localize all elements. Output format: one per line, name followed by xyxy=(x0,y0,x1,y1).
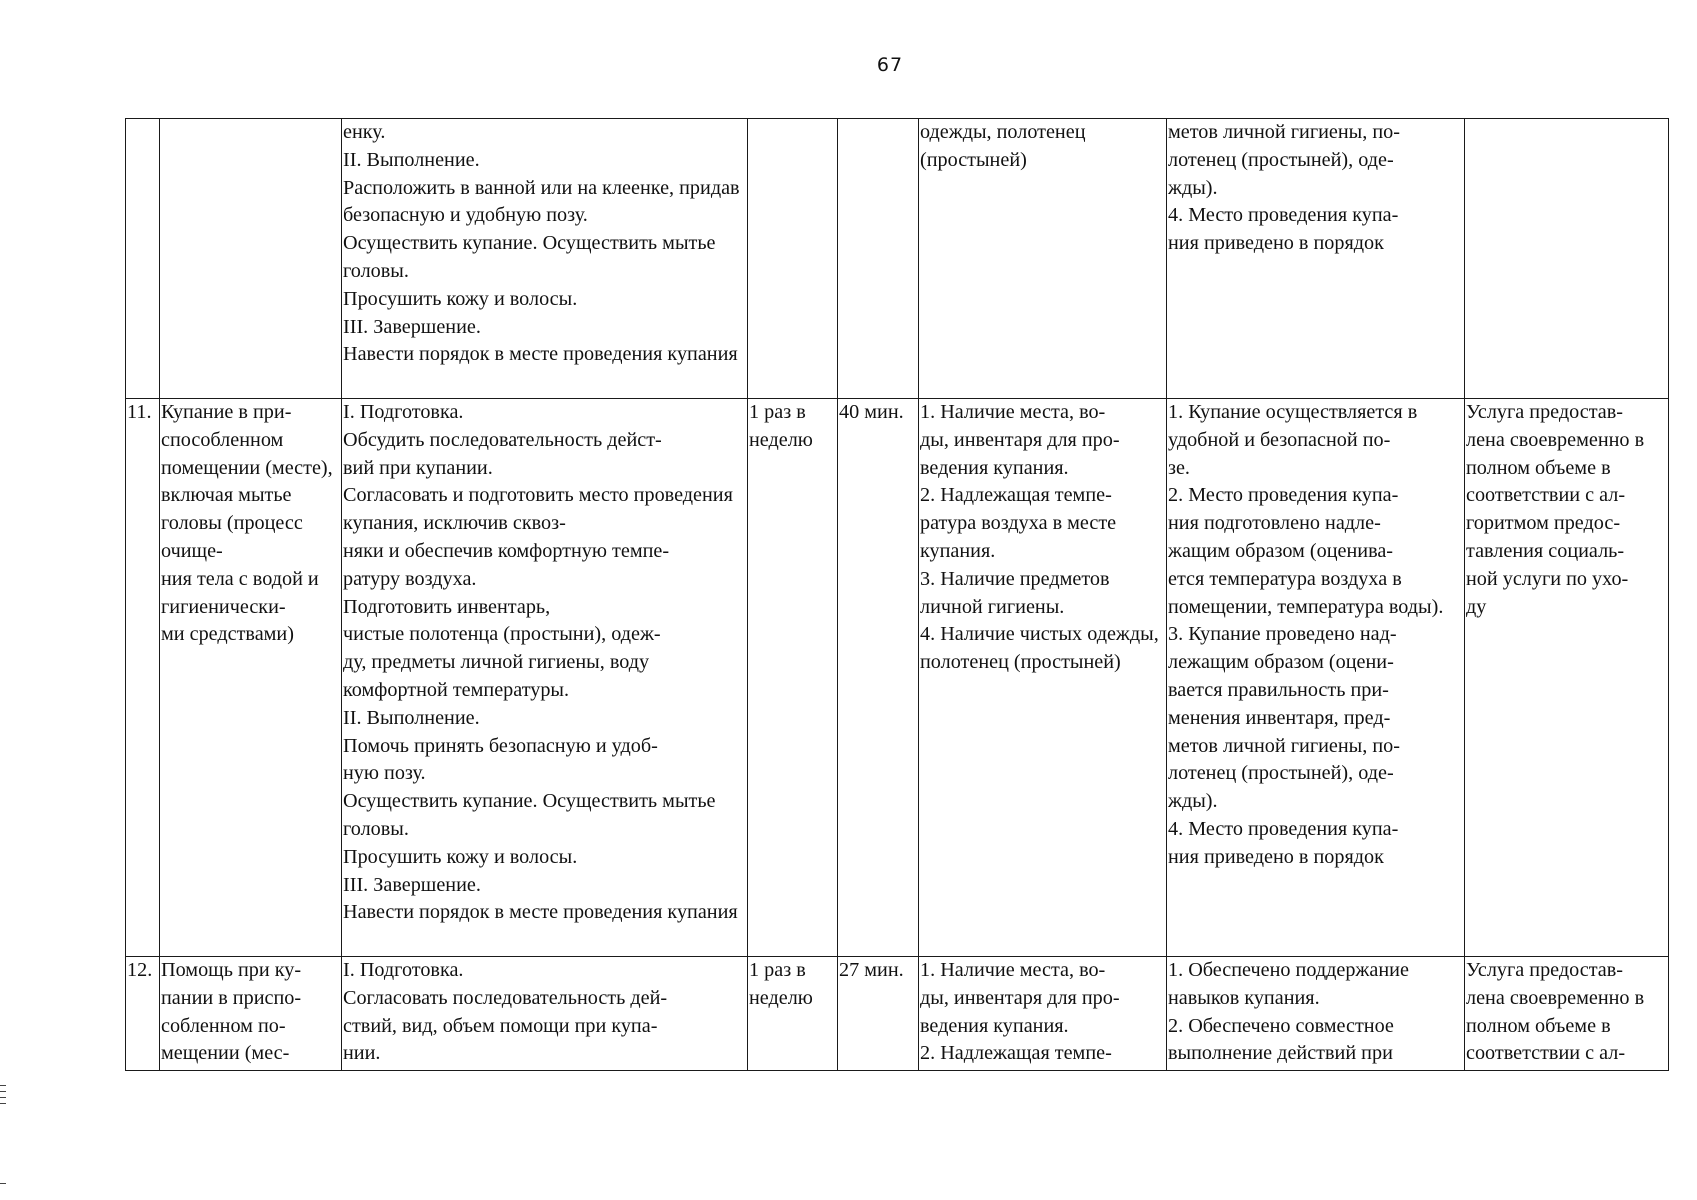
services-table xyxy=(125,118,1669,1071)
frequency-cell: 1 раз в неделю xyxy=(748,957,838,1071)
scan-margin-mark xyxy=(0,1085,6,1086)
frequency-cell xyxy=(748,119,838,399)
scan-margin-mark xyxy=(0,1097,6,1098)
service-content-cell: I. Подготовка. Согласовать последовательность дей- ствий, вид, объем помощи при купа- нии. xyxy=(342,957,748,1071)
table-row xyxy=(126,399,1669,957)
indicators-cell: 1. Купание осуществляется в удобной и безопасной по- зе. 2. Место проведения купа- ния подготовлено надле- жащим образом (оценива- ется температура воздуха в помещении, температура воды). 3. Купание проведено над- лежащим образом (оцени- вается правильность при- менения инвентаря, пред- метов личной гигиены, по- лотенец (простыней), оде- жды). 4. Место проведения купа- ния приведено в порядок xyxy=(1167,399,1465,957)
service-name-cell: Купание в при- способленном помещении (месте), включая мытье головы (процесс очище- ния тела с водой и гигиенически- ми средствами) xyxy=(160,399,342,957)
conditions-cell: одежды, полотенец (простыней) xyxy=(919,119,1167,399)
duration-cell: 40 мин. xyxy=(838,399,919,957)
service-name-cell xyxy=(160,119,342,399)
frequency-cell: 1 раз в неделю xyxy=(748,399,838,957)
row-number-cell: 11. xyxy=(126,399,160,957)
page-number: 67 xyxy=(876,54,904,76)
indicators-cell: метов личной гигиены, по- лотенец (простыней), оде- жды). 4. Место проведения купа- ния приведено в порядок xyxy=(1167,119,1465,399)
scan-margin-mark xyxy=(0,1091,6,1092)
duration-cell xyxy=(838,119,919,399)
scan-margin-mark xyxy=(0,1103,6,1104)
scan-margin-mark xyxy=(0,1183,6,1184)
row-number-cell xyxy=(126,119,160,399)
table-row xyxy=(126,119,1669,399)
indicators-cell: 1. Обеспечено поддержание навыков купания. 2. Обеспечено совместное выполнение действий при xyxy=(1167,957,1465,1071)
evaluation-cell: Услуга предостав- лена своевременно в полном объеме в соответствии с ал- xyxy=(1465,957,1669,1071)
conditions-cell: 1. Наличие места, во- ды, инвентаря для про- ведения купания. 2. Надлежащая темпе- xyxy=(919,957,1167,1071)
duration-cell: 27 мин. xyxy=(838,957,919,1071)
service-name-cell: Помощь при ку- пании в приспо- собленном по- мещении (мес- xyxy=(160,957,342,1071)
service-content-cell: енку. II. Выполнение. Расположить в ванной или на клеенке, придав безопасную и удобную позу. Осуществить купание. Осуществить мытье головы. Просушить кожу и волосы. III. Завершение. Навести порядок в месте проведения купания xyxy=(342,119,748,399)
table-row xyxy=(126,957,1669,1071)
service-content-cell: I. Подготовка. Обсудить последовательность дейст- вий при купании. Согласовать и подготовить место проведения купания, исключив сквоз- няки и обеспечив комфортную темпе- ратуру воздуха. Подготовить инвентарь, чистые полотенца (простыни), одеж- ду, предметы личной гигиены, воду комфортной температуры. II. Выполнение. Помочь принять безопасную и удоб- ную позу. Осуществить купание. Осуществить мытье головы. Просушить кожу и волосы. III. Завершение. Навести порядок в месте проведения купания xyxy=(342,399,748,957)
conditions-cell: 1. Наличие места, во- ды, инвентаря для про- ведения купания. 2. Надлежащая темпе- ратура воздуха в месте купания. 3. Наличие предметов личной гигиены. 4. Наличие чистых одежды, полотенец (простыней) xyxy=(919,399,1167,957)
evaluation-cell xyxy=(1465,119,1669,399)
row-number-cell: 12. xyxy=(126,957,160,1071)
evaluation-cell: Услуга предостав- лена своевременно в полном объеме в соответствии с ал- горитмом предос- тавления социаль- ной услуги по ухо- ду xyxy=(1465,399,1669,957)
